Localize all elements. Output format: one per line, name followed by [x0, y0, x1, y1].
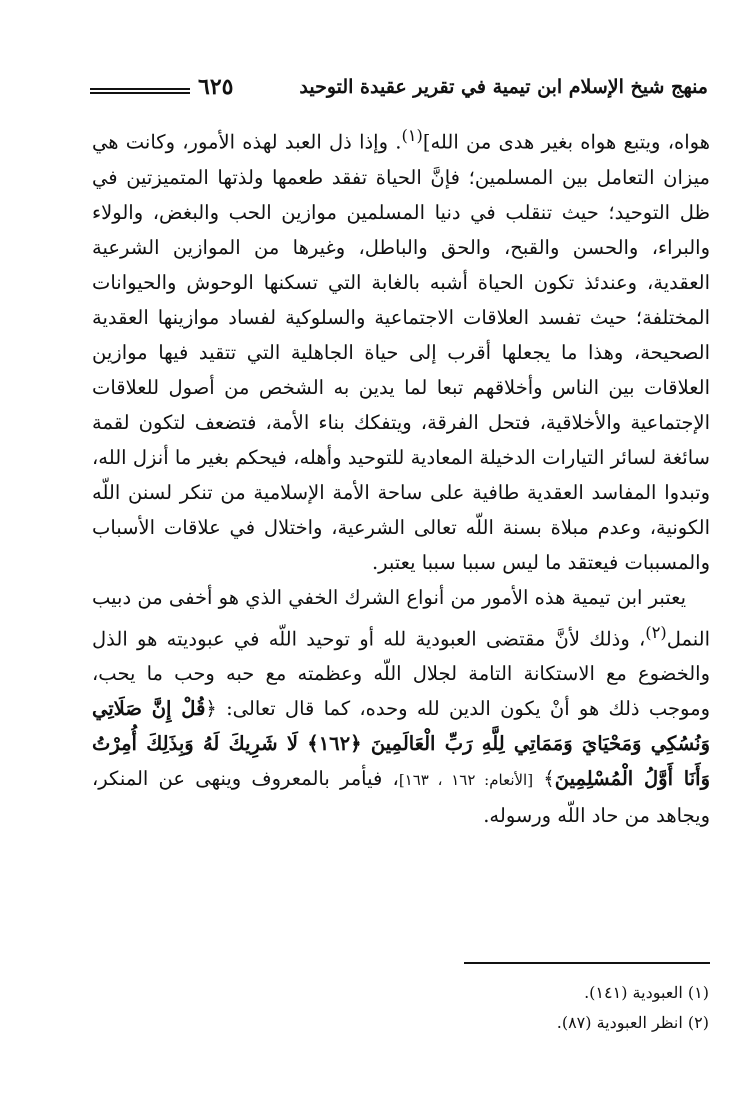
- body-text: [92, 118, 710, 833]
- para1-text-b: . وإذا ذل العبد لهذه الأمور، وكانت هي ميزان التعامل بين المسلمين؛ فإنَّ الحياة تفقد طعمها ولذتها المتميزتين في ظل التوحيد؛ حيث تنقلب في دنيا المسلمين موازين الحب والبغض، والولاء والبراء، والحسن والقبح، والحق والباطل، وغيرها من الموازين الشرعية العقدية، وعندئذ تكون الحياة أشبه بالغابة التي تسكنها الوحوش والحيوانات المختلفة؛ حيث تفسد العلاقات الاجتماعية والسلوكية لفساد موازينها العقدية الصحيحة، وهذا ما يجعلها أقرب إلى حياة الجاهلية التي تتقيد فيها موازين العلاقات بين الناس وأخلاقهم تبعا لما يدين به الشخص من أصول للعلاقات الإجتماعية والأخلاقية، فتحل الفرقة، ويتفكك بناء الأمة، فتضعف لتكون لقمة سائغة لسائر التيارات الدخيلة المعادية للتوحيد وأهله، فيحكم بغير ما أنزل الله، وتبدوا المفاسد العقدية طافية على ساحة الأمة الإسلامية من تنكر لسنن اللّه الكونية، وعدم مبلاة بسنة اللّه تعالى الشرعية، واختلال في علاقات الأسباب والمسببات فيعتقد ما ليس سببا سببا يعتبر.: [92, 130, 710, 574]
- running-title: منهج شيخ الإسلام ابن تيمية في تقرير عقيدة التوحيد: [299, 76, 708, 98]
- quran-citation: [الأنعام: ١٦٢ ، ١٦٣]: [398, 771, 534, 789]
- quran-close-bracket: ﴾: [543, 767, 555, 790]
- paragraph-2: [92, 580, 710, 834]
- footnotes: [89, 978, 709, 1038]
- para2-text-c: ، فيأمر بالمعروف وينهى عن المنكر، ويجاهد من حاد اللّه ورسوله.: [92, 767, 710, 827]
- quran-verse: قُلْ إِنَّ صَلَاتِي وَنُسُكِي وَمَحْيَايَ وَمَمَاتِي لِلَّهِ رَبِّ الْعَالَمِينَ ﴿١٦٢﴾ لَا شَرِيكَ لَهُ وَبِذَلِكَ أُمِرْتُ وَأَنَا أَوَّلُ الْمُسْلِمِينَ: [92, 697, 711, 790]
- page-number: ٦٢٥: [198, 74, 234, 100]
- footnote-2: (٢) انظر العبودية (٨٧).: [556, 1013, 709, 1032]
- para2-text-b: ، وذلك لأنَّ مقتضى العبودية لله أو توحيد اللّه في عبوديته هو الذل والخضوع مع الاستكانة التامة لجلال اللّه وعظمته مع حبه وحب ما يحب، وموجب ذلك هو أنْ يكون الدين لله وحده، كما قال تعالى:: [92, 627, 710, 720]
- footnote-rule: [464, 962, 710, 964]
- para2-text-a: يعتبر ابن تيمية هذه الأمور من أنواع الشرك الخفي الذي هو أخفى من دبيب النمل: [92, 585, 710, 650]
- para1-text-a: هواه، ويتبع هواه بغير هدى من الله]: [422, 130, 710, 154]
- footnote-ref-1: (١): [401, 126, 423, 145]
- header-rule: [90, 88, 190, 94]
- paragraph-1: [92, 118, 710, 580]
- footnote-ref-2: (٢): [645, 622, 667, 642]
- quran-open-bracket: ﴿: [205, 697, 217, 720]
- footnote-1: (١) العبودية (١٤١).: [584, 983, 709, 1002]
- page-header: [90, 76, 708, 102]
